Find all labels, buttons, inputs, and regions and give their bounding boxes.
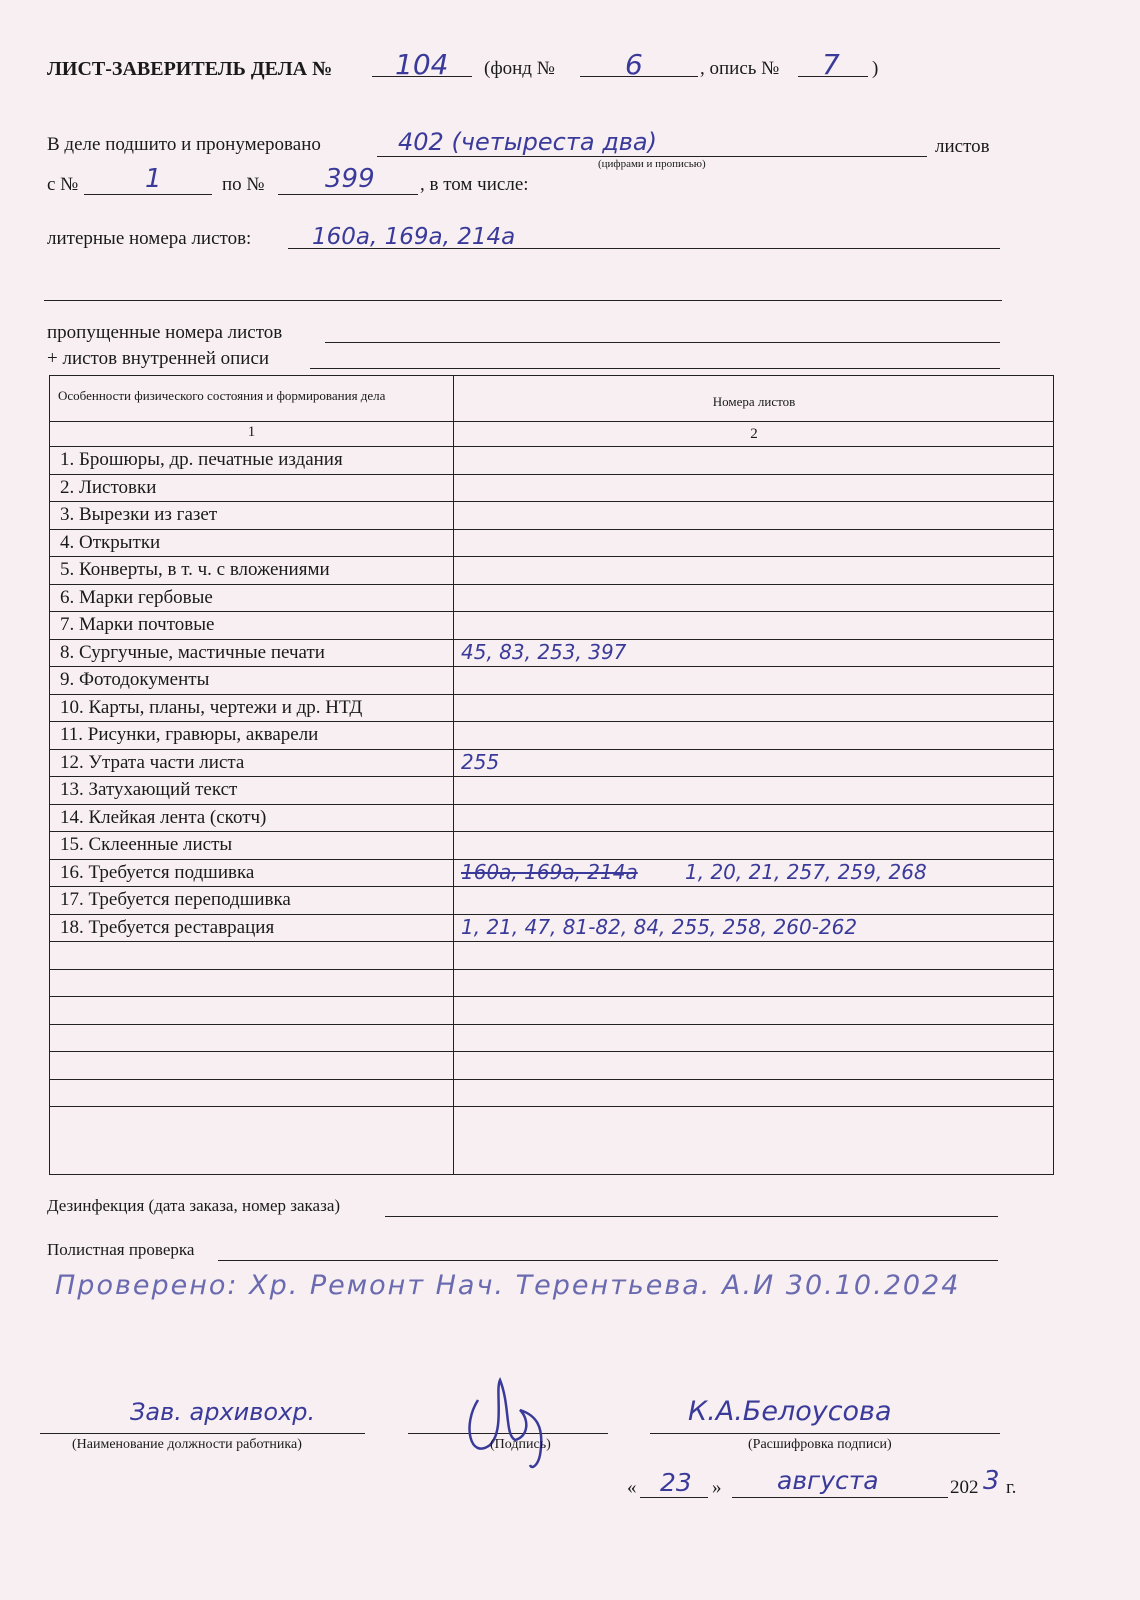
letter-numbers-value: 160а, 169а, 214а (312, 224, 516, 250)
signature-caption: (Подпись) (490, 1437, 551, 1452)
condition-table (49, 375, 1054, 1175)
table-row-label: 14. Клейкая лента (скотч) (60, 806, 267, 828)
to-number: 399 (325, 164, 375, 194)
date-year-suffix: г. (1006, 1477, 1017, 1498)
table-row-label: 11. Рисунки, гравюры, акварели (60, 724, 319, 745)
col1-number: 1 (247, 424, 256, 440)
sheets-hint: (цифрами и прописью) (598, 158, 706, 170)
date-open-quote: « (627, 1477, 637, 1498)
date-year-digit: 3 (983, 1466, 1000, 1496)
table-row-value: 45, 83, 253, 397 (461, 639, 627, 664)
disinfection-label: Дезинфекция (дата заказа, номер заказа) (47, 1196, 341, 1215)
sheets-unit: листов (935, 136, 990, 157)
name-value: К.А.Белоусова (688, 1396, 892, 1427)
signature-scribble (460, 1365, 570, 1475)
table-row-label: 13. Затухающий текст (60, 779, 238, 800)
to-label: по № (222, 174, 265, 195)
position-caption: (Наименование должности работника) (72, 1437, 302, 1452)
inner-inventory-label: + листов внутренней описи (47, 348, 270, 369)
table-row-struck-value: 160а, 169а, 214а (461, 859, 638, 884)
date-year-prefix: 202 (950, 1477, 979, 1498)
opis-label: , опись № (700, 58, 780, 79)
table-row-label: 1. Брошюры, др. печатные издания (60, 449, 343, 470)
table-row-label: 3. Вырезки из газет (60, 504, 218, 525)
table-row-label: 2. Листовки (60, 476, 157, 498)
table-row-value: 1, 20, 21, 257, 259, 268 (685, 859, 927, 884)
table-row-label: 10. Карты, планы, чертежи и др. НТД (60, 696, 363, 718)
col2-header: Номера листов (712, 394, 796, 409)
close-paren: ) (872, 58, 879, 79)
col2-number: 2 (750, 426, 758, 442)
name-caption: (Расшифровка подписи) (748, 1437, 892, 1452)
fond-number: 6 (625, 48, 643, 81)
date-close-quote: » (712, 1477, 722, 1498)
table-row-label: 9. Фотодокументы (60, 669, 210, 690)
table-row-label: 12. Утрата части листа (60, 751, 245, 773)
table-row-label: 4. Открытки (60, 531, 161, 553)
sheets-count: 402 (четыреста два) (398, 128, 657, 156)
from-label: с № (47, 174, 79, 195)
missing-label: пропущенные номера листов (47, 322, 283, 343)
col1-header: Особенности физического состояния и формирования дела (58, 388, 386, 403)
table-row-value: 1, 21, 47, 81-82, 84, 255, 258, 260-262 (461, 914, 858, 939)
position-value: Зав. архивохр. (130, 1398, 316, 1426)
opis-number: 7 (822, 48, 840, 81)
document-title: ЛИСТ-ЗАВЕРИТЕЛЬ ДЕЛА № (47, 58, 333, 80)
fond-label: (фонд № (484, 58, 555, 79)
table-row-label: 15. Склеенные листы (60, 834, 233, 855)
table-row-label: 7. Марки почтовые (60, 614, 215, 635)
sheet-check-label: Полистная проверка (47, 1240, 195, 1259)
sheet-check-handwritten: Проверено: Хр. Ремонт Нач. Терентьева. А.И 30.10.2024 (55, 1270, 961, 1301)
including-label: , в том числе: (420, 174, 529, 195)
case-number: 104 (395, 48, 449, 81)
from-number: 1 (145, 164, 162, 194)
letter-numbers-label: литерные номера листов: (47, 228, 252, 249)
date-month: августа (777, 1466, 879, 1495)
table-row-label: 6. Марки гербовые (60, 586, 213, 608)
table-row-label: 18. Требуется реставрация (60, 916, 275, 938)
date-day: 23 (660, 1468, 692, 1497)
table-row-label: 5. Конверты, в т. ч. с вложениями (60, 559, 330, 580)
table-row-value: 255 (461, 749, 500, 774)
table-row-label: 16. Требуется подшивка (60, 861, 255, 883)
sheets-label: В деле подшито и пронумеровано (47, 134, 321, 155)
table-row-label: 17. Требуется переподшивка (60, 889, 291, 910)
table-row-label: 8. Сургучные, мастичные печати (60, 641, 325, 663)
